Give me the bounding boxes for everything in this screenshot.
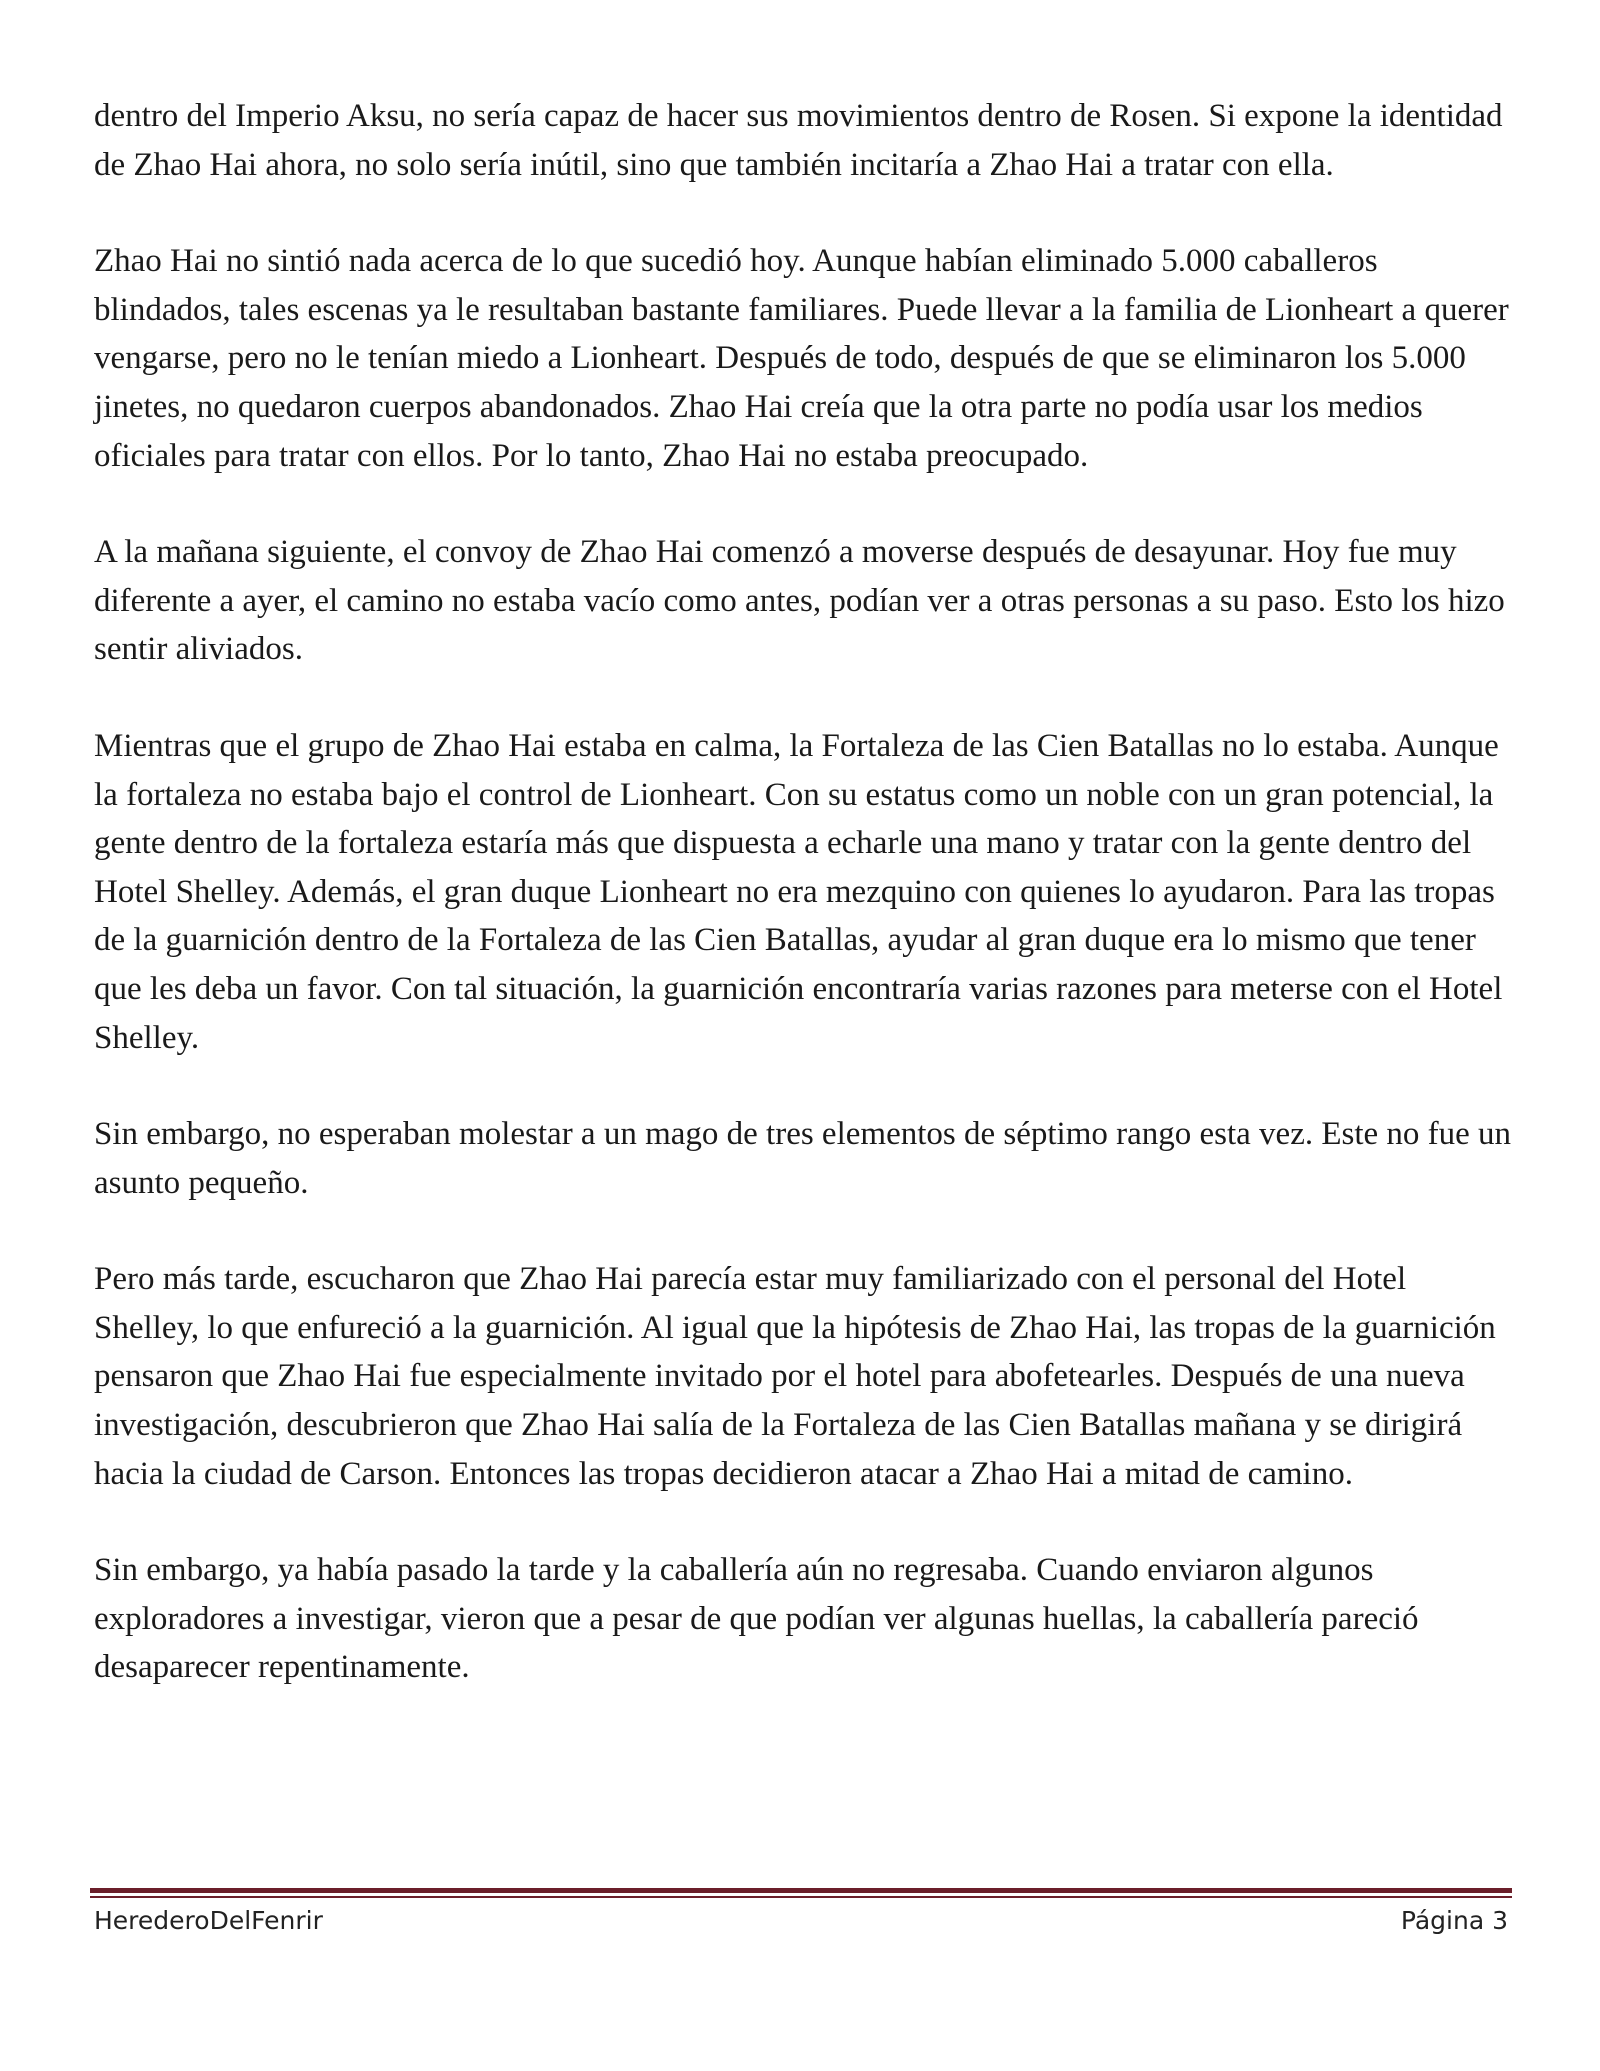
- body-text: [94, 92, 1514, 1740]
- footer-divider-thick: [90, 1888, 1512, 1893]
- paragraph-4: Mientras que el grupo de Zhao Hai estaba en calma, la Fortaleza de las Cien Batallas no lo estaba. Aunque la fortaleza no estaba bajo el control de Lionheart. Con su estatus como un noble con un gran potencial, la gente dentro de la fortaleza estaría más que dispuesta a echarle una mano y tratar con la gente dentro del Hotel Shelley. Además, el gran duque Lionheart no era mezquino con quienes lo ayudaron. Para las tropas de la guarnición dentro de la Fortaleza de las Cien Batallas, ayudar al gran duque era lo mismo que tener que les deba un favor. Con tal situación, la guarnición encontraría varias razones para meterse con el Hotel Shelley.: [94, 727, 1503, 1056]
- paragraph-1: dentro del Imperio Aksu, no sería capaz de hacer sus movimientos dentro de Rosen. Si expone la identidad de Zhao Hai ahora, no solo sería inútil, sino que también incitaría a Zhao Hai a tratar con ella.: [94, 98, 1503, 183]
- paragraph-5: Sin embargo, no esperaban molestar a un mago de tres elementos de séptimo rango esta vez. Este no fue un asunto pequeño.: [94, 1116, 1512, 1201]
- footer-divider-thin: [90, 1896, 1512, 1898]
- footer-divider: [90, 1888, 1512, 1900]
- paragraph-3: A la mañana siguiente, el convoy de Zhao Hai comenzó a moverse después de desayunar. Hoy fue muy diferente a ayer, el camino no estaba vacío como antes, podían ver a otras personas a su paso. Esto los hizo sentir aliviados.: [94, 534, 1505, 668]
- footer-author: HerederoDelFenrir: [94, 1906, 323, 1935]
- paragraph-7: Sin embargo, ya había pasado la tarde y la caballería aún no regresaba. Cuando enviaron algunos exploradores a investigar, vieron que a pesar de que podían ver algunas huellas, la caballería pareció desaparecer repentinamente.: [94, 1552, 1419, 1686]
- paragraph-6: Pero más tarde, escucharon que Zhao Hai parecía estar muy familiarizado con el personal del Hotel Shelley, lo que enfureció a la guarnición. Al igual que la hipótesis de Zhao Hai, las tropas de la guarnición pensaron que Zhao Hai fue especialmente invitado por el hotel para abofetearles. Después de una nueva investigación, descubrieron que Zhao Hai salía de la Fortaleza de las Cien Batallas mañana y se dirigirá hacia la ciudad de Carson. Entonces las tropas decidieron atacar a Zhao Hai a mitad de camino.: [94, 1261, 1496, 1492]
- page-footer: [94, 1906, 1508, 1935]
- paragraph-2: Zhao Hai no sintió nada acerca de lo que sucedió hoy. Aunque habían eliminado 5.000 caballeros blindados, tales escenas ya le resultaban bastante familiares. Puede llevar a la familia de Lionheart a querer vengarse, pero no le tenían miedo a Lionheart. Después de todo, después de que se eliminaron los 5.000 jinetes, no quedaron cuerpos abandonados. Zhao Hai creía que la otra parte no podía usar los medios oficiales para tratar con ellos. Por lo tanto, Zhao Hai no estaba preocupado.: [94, 243, 1509, 474]
- footer-page-number: Página 3: [1400, 1906, 1508, 1935]
